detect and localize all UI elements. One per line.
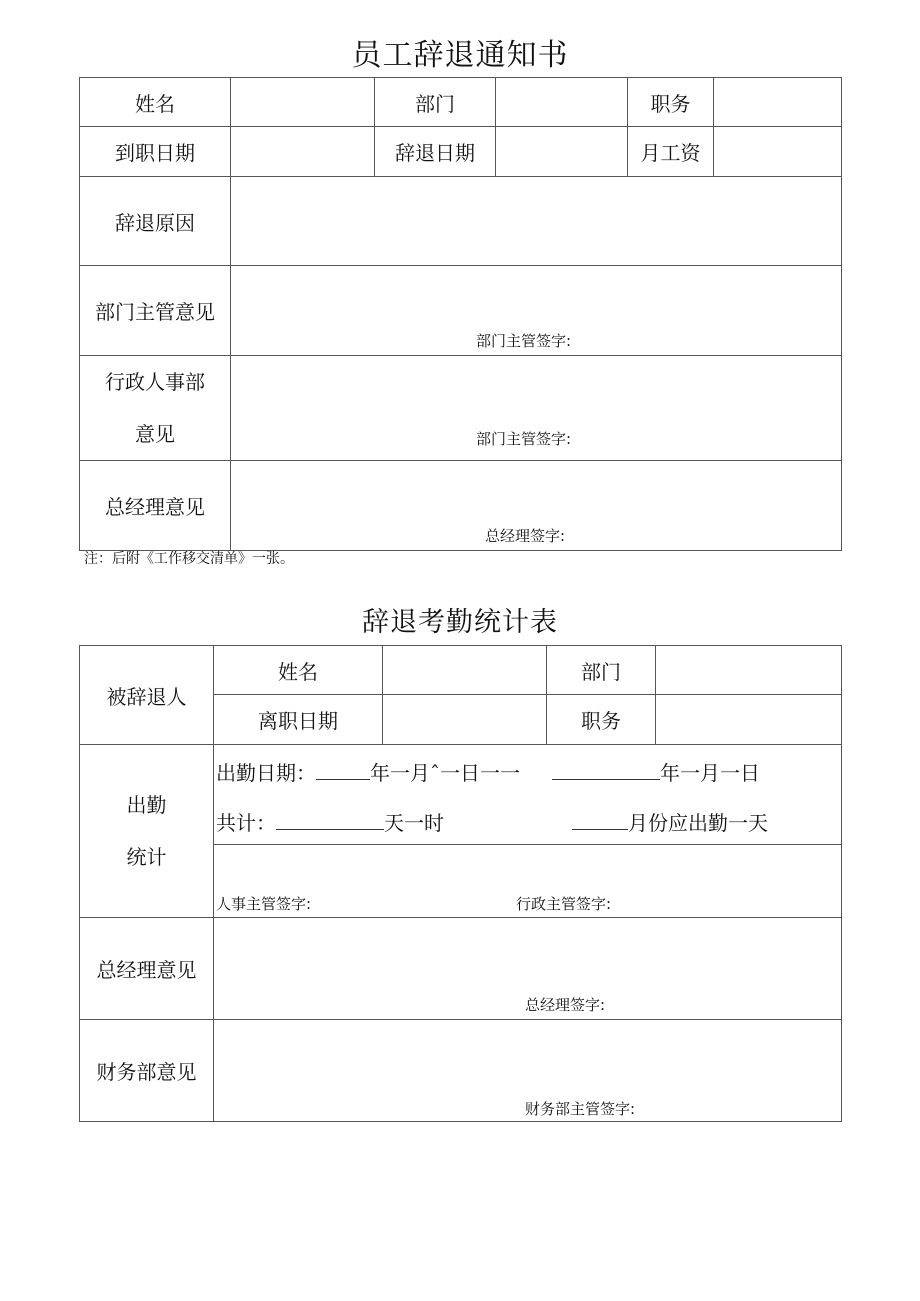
department-field-2[interactable] bbox=[656, 646, 842, 695]
dismissal-notice-table bbox=[79, 77, 842, 551]
dept-supervisor-opinion-field[interactable] bbox=[231, 266, 842, 356]
finance-supervisor-signature-label: 财务部主管签字: bbox=[525, 1100, 636, 1118]
attendance-table bbox=[79, 645, 842, 1122]
finance-opinion-field[interactable] bbox=[214, 1020, 842, 1122]
label-department-2: 部门 bbox=[547, 646, 656, 695]
hire-date-field[interactable] bbox=[231, 127, 375, 177]
leave-date-field[interactable] bbox=[383, 695, 547, 745]
total-line bbox=[216, 807, 444, 836]
dismissal-date-field[interactable] bbox=[496, 127, 628, 177]
label-dismissed-person: 被辞退人 bbox=[80, 646, 214, 745]
dept-supervisor-signature-label: 部门主管签字: bbox=[476, 332, 572, 350]
hr-supervisor-signature-label: 人事主管签字: bbox=[216, 895, 312, 913]
total-prefix: 共计： bbox=[216, 811, 276, 835]
monthly-salary-field[interactable] bbox=[714, 127, 842, 177]
gm-opinion-field[interactable] bbox=[231, 461, 842, 551]
end-year-blank[interactable] bbox=[552, 759, 660, 780]
total-part2: 月份应出勤一天 bbox=[628, 811, 768, 835]
admin-hr-opinion-line1: 行政人事部 bbox=[105, 370, 205, 394]
label-gm-opinion: 总经理意见 bbox=[80, 461, 231, 551]
admin-hr-opinion-line2: 意见 bbox=[135, 422, 175, 446]
attendance-title: 辞退考勤统计表 bbox=[362, 607, 558, 638]
attendance-stats-line1: 出勤 bbox=[126, 793, 167, 817]
name-field-2[interactable] bbox=[383, 646, 547, 695]
label-leave-date: 离职日期 bbox=[214, 695, 383, 745]
label-department: 部门 bbox=[375, 78, 496, 127]
attendance-date-part1: 年一月ˆ一日一一 bbox=[370, 761, 520, 785]
notice-title: 员工辞退通知书 bbox=[351, 38, 569, 73]
attendance-date-prefix: 出勤日期： bbox=[216, 761, 316, 785]
label-finance-opinion: 财务部意见 bbox=[80, 1020, 214, 1122]
label-position: 职务 bbox=[628, 78, 714, 127]
reason-field[interactable] bbox=[231, 177, 842, 266]
total-days-blank[interactable] bbox=[276, 809, 384, 830]
label-position-2: 职务 bbox=[547, 695, 656, 745]
department-field[interactable] bbox=[496, 78, 628, 127]
position-field[interactable] bbox=[714, 78, 842, 127]
attendance-date-part2: 年一月一日 bbox=[660, 761, 760, 785]
admin-supervisor-signature-label: 行政主管签字: bbox=[516, 895, 612, 913]
admin-hr-opinion-field[interactable] bbox=[231, 356, 842, 461]
position-field-2[interactable] bbox=[656, 695, 842, 745]
total-part1: 天一时 bbox=[384, 811, 444, 835]
gm-signature-label-2: 总经理签字: bbox=[525, 996, 606, 1014]
month-blank[interactable] bbox=[572, 809, 628, 830]
attendance-end-date bbox=[552, 757, 760, 786]
attendance-date-line bbox=[216, 757, 520, 786]
gm-signature-label: 总经理签字: bbox=[485, 527, 566, 545]
required-attendance bbox=[572, 807, 768, 836]
admin-hr-signature-label: 部门主管签字: bbox=[476, 430, 572, 448]
label-gm-opinion-2: 总经理意见 bbox=[80, 918, 214, 1020]
name-field[interactable] bbox=[231, 78, 375, 127]
attendance-period-cell bbox=[214, 745, 842, 845]
label-dept-supervisor-opinion: 部门主管意见 bbox=[80, 266, 231, 356]
attendance-stats-line2: 统计 bbox=[126, 845, 167, 869]
label-reason: 辞退原因 bbox=[80, 177, 231, 266]
label-dismissal-date: 辞退日期 bbox=[375, 127, 496, 177]
label-hire-date: 到职日期 bbox=[80, 127, 231, 177]
label-name: 姓名 bbox=[80, 78, 231, 127]
gm-opinion-field-2[interactable] bbox=[214, 918, 842, 1020]
label-name-2: 姓名 bbox=[214, 646, 383, 695]
label-monthly-salary: 月工资 bbox=[628, 127, 714, 177]
start-year-blank[interactable] bbox=[316, 759, 370, 780]
label-admin-hr-opinion bbox=[80, 356, 231, 461]
attachment-note: 注：后附《工作移交清单》一张。 bbox=[84, 551, 294, 567]
attendance-signature-cell[interactable] bbox=[214, 845, 842, 918]
label-attendance-stats bbox=[80, 745, 214, 918]
